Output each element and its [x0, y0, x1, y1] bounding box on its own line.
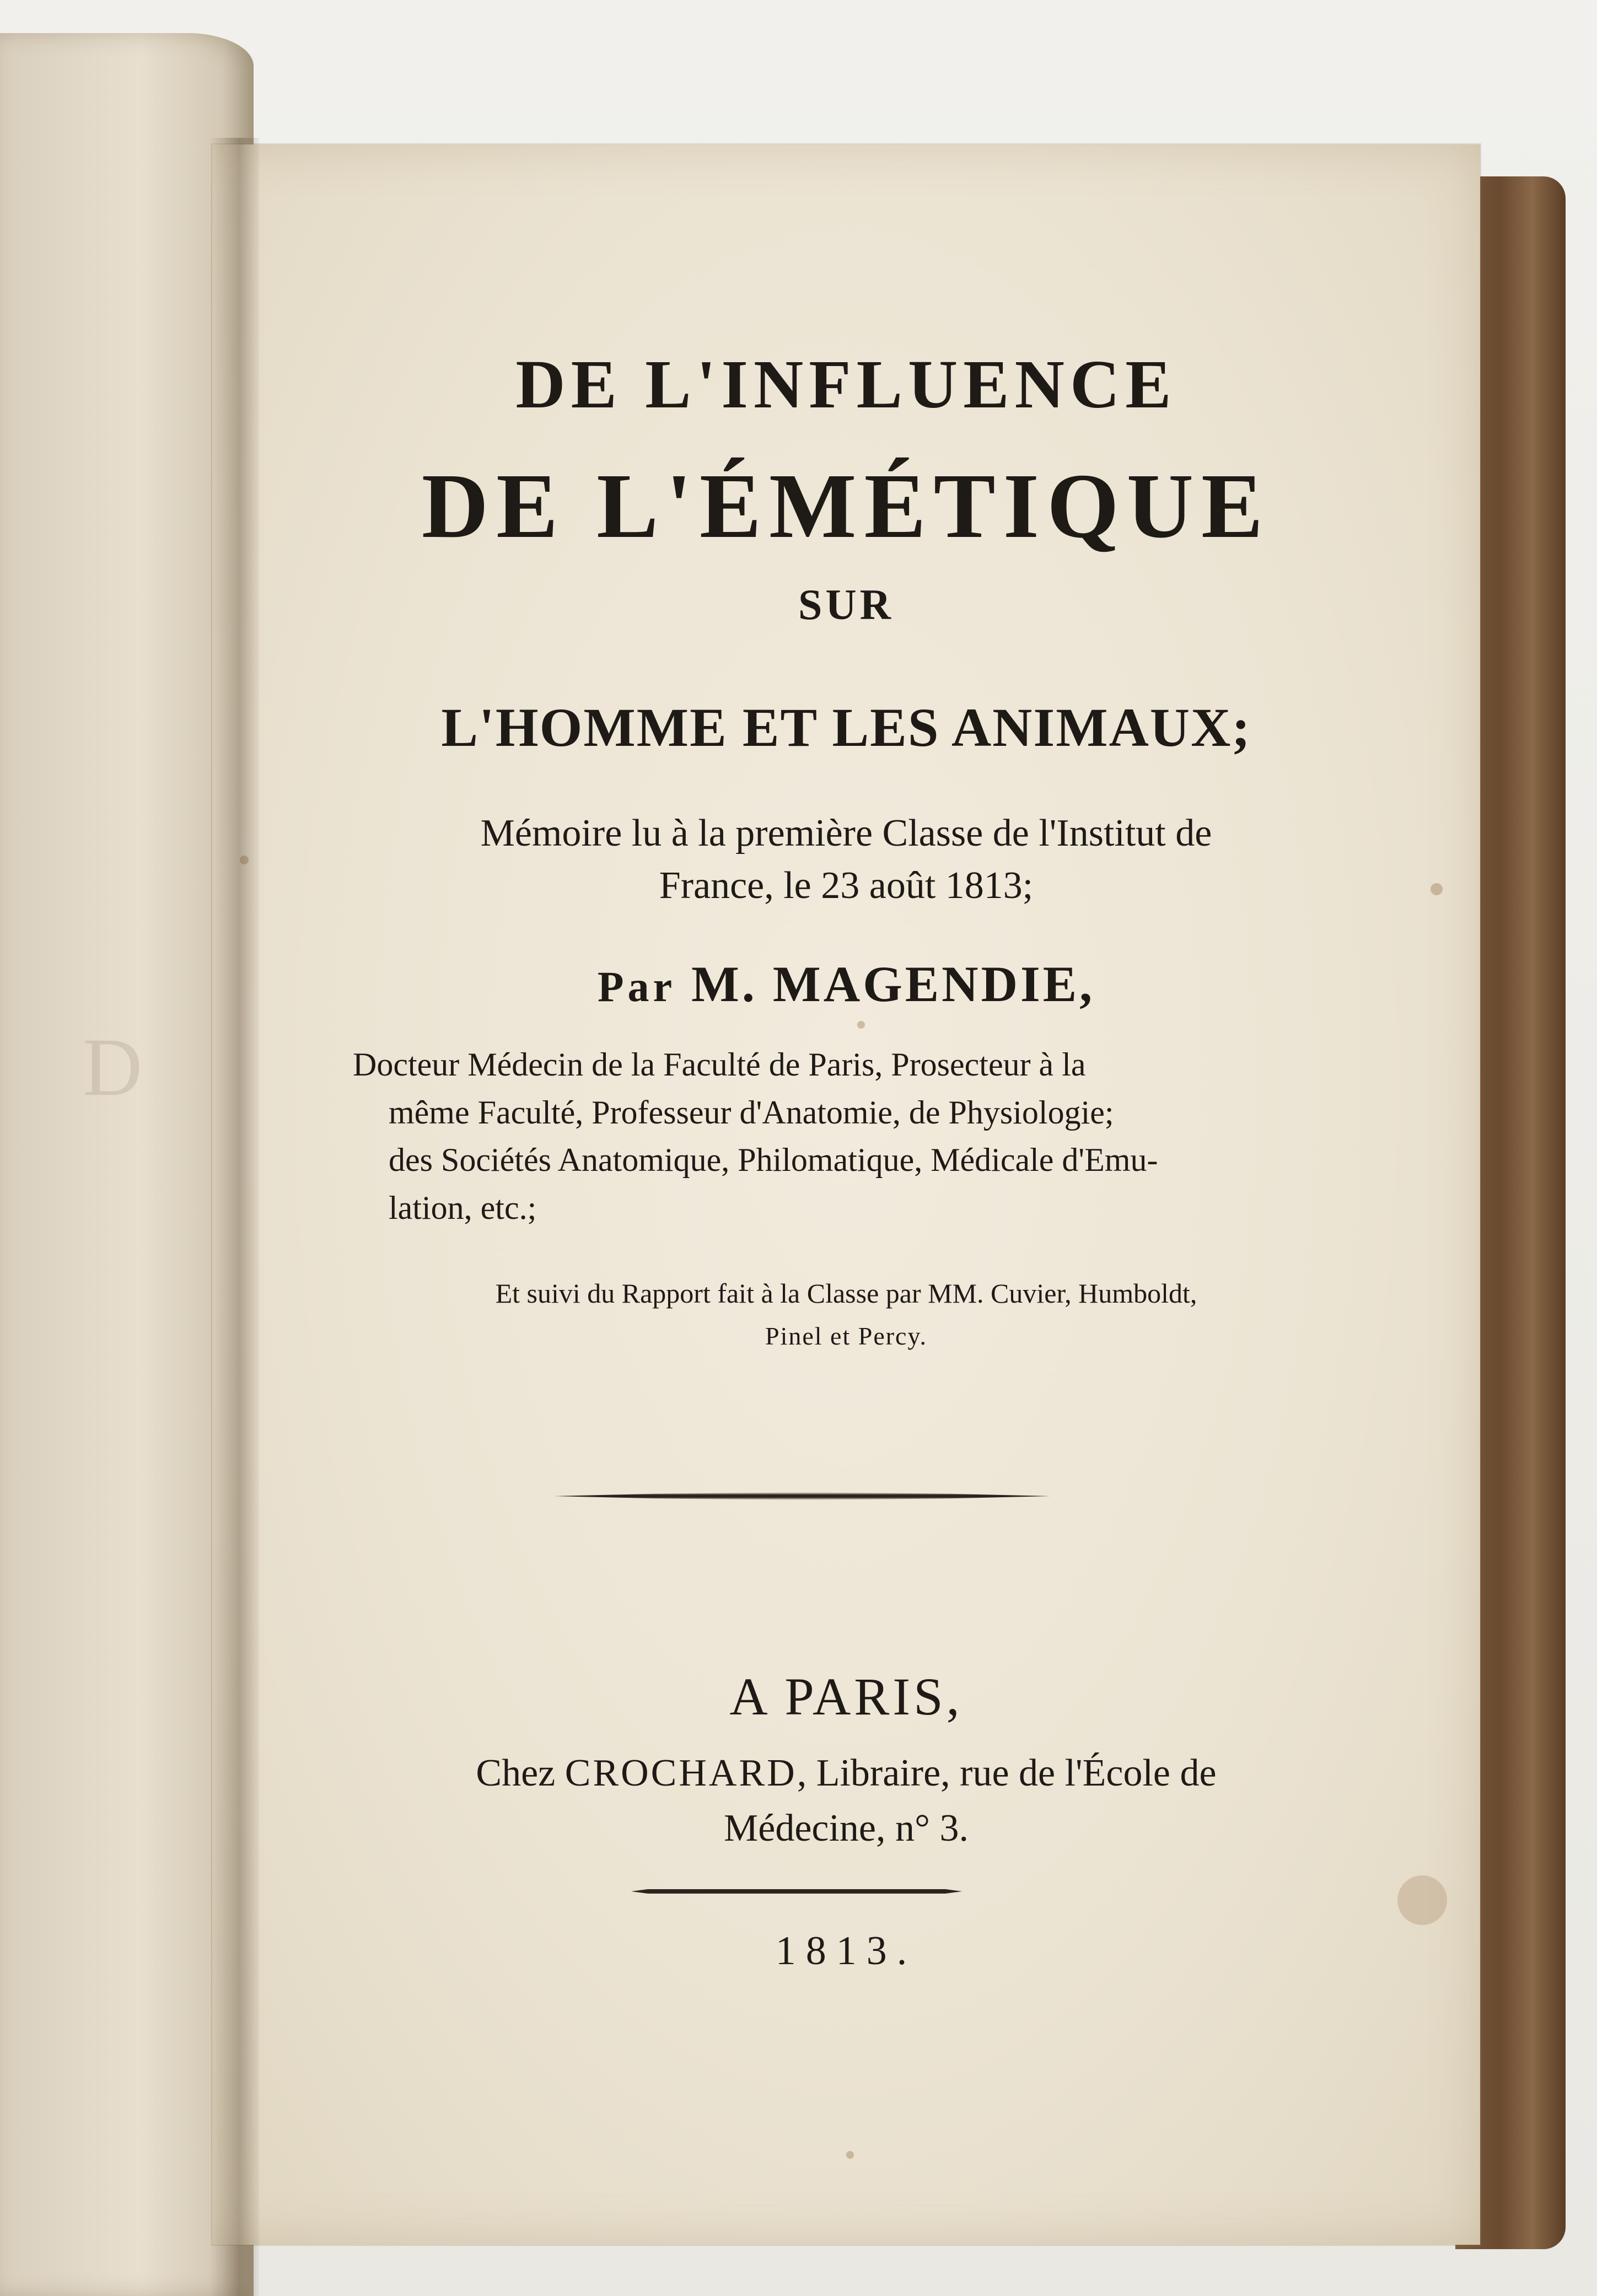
subtitle-line-1: Mémoire lu à la première Classe de l'Institut de	[480, 812, 1212, 854]
report-line-2: Pinel et Percy.	[765, 1322, 927, 1350]
imprint-place: A PARIS,	[729, 1667, 963, 1726]
subtitle-line-2: France, le 23 août 1813;	[659, 864, 1034, 907]
author-line	[212, 955, 1480, 1013]
title-line-2: DE L'ÉMÉTIQUE	[421, 455, 1271, 557]
ornamental-rule	[554, 1492, 1050, 1500]
title-line-1: DE L'INFLUENCE	[515, 347, 1177, 423]
author-desc-line-1: Docteur Médecin de la Faculté de Paris, Prosecteur à la	[353, 1046, 1086, 1083]
publisher-name: CROCHARD	[564, 1752, 797, 1794]
title-line-3: SUR	[798, 580, 895, 628]
publisher-address: , Libraire, rue de l'École de	[797, 1752, 1217, 1794]
imprint-rule	[631, 1889, 962, 1894]
left-page-show-through: D	[83, 1021, 143, 1113]
author-desc-line-4: lation, etc.;	[389, 1190, 537, 1226]
author-desc-line-2: même Faculté, Professeur d'Anatomie, de Physiologie;	[389, 1094, 1114, 1131]
imprint-year: 1813.	[775, 1928, 917, 1974]
title-page-text	[212, 144, 1480, 2245]
publisher-prefix: Chez	[476, 1752, 556, 1794]
author-name: M. MAGENDIE,	[691, 956, 1095, 1012]
author-prefix: Par	[597, 963, 676, 1010]
title-line-4: L'HOMME ET LES ANIMAUX;	[441, 697, 1251, 758]
report-line-1: Et suivi du Rapport fait à la Classe par MM. Cuvier, Humboldt,	[495, 1278, 1197, 1309]
imprint-publisher-line-1	[212, 1751, 1480, 1795]
imprint-publisher-line-2: Médecine, n° 3.	[724, 1807, 969, 1849]
author-desc-line-3: des Sociétés Anatomique, Philomatique, Médicale d'Emu-	[389, 1142, 1158, 1178]
